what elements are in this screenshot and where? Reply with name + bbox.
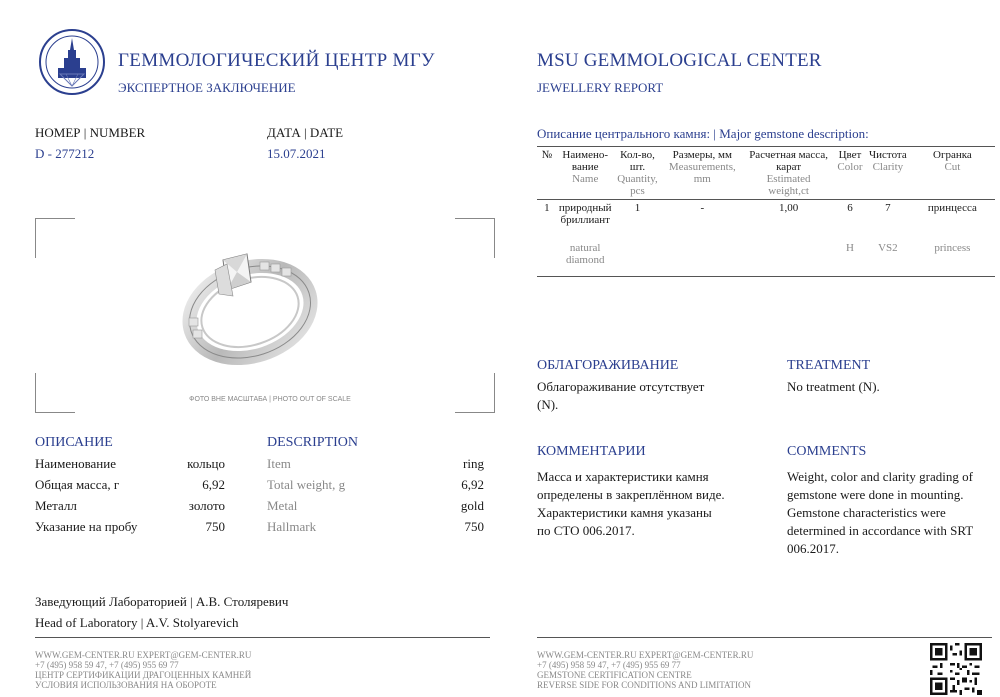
comments-heading-en: COMMENTS	[787, 444, 867, 459]
table-row: 1 природный бриллиант 1 - 1,00 6 7 принцесса	[537, 200, 995, 240]
subtitle-ru: ЭКСПЕРТНОЕ ЗАКЛЮЧЕНИЕ	[118, 80, 296, 95]
gemstone-table	[537, 147, 995, 268]
item-label-ru: Наименование	[35, 456, 116, 471]
weight-value-en: 6,92	[461, 477, 484, 492]
metal-label-ru: Металл	[35, 498, 77, 513]
comment-en-line-5: 006.2017.	[787, 541, 839, 556]
footer-right-line-4: REVERSE SIDE FOR CONDITIONS AND LIMITATION	[537, 680, 752, 690]
msu-logo-emblem	[38, 28, 106, 96]
comments-heading-ru: КОММЕНТАРИИ	[537, 444, 646, 459]
gem-table-bottom-line	[537, 276, 995, 277]
report-date: 15.07.2021	[267, 146, 326, 161]
subtitle-en: JEWELLERY REPORT	[537, 80, 664, 95]
col-number: №	[541, 149, 553, 161]
photo-caption: ФОТО ВНЕ МАСШТАБА | PHOTO OUT OF SCALE	[189, 396, 351, 403]
comment-en-line-1: Weight, color and clarity grading of	[787, 469, 973, 484]
metal-label-en: Metal	[267, 498, 298, 513]
signature-ru: Заведующий Лабораторией | А.В. Столяревич	[35, 594, 289, 609]
comment-ru-line-4: по СТО 006.2017.	[537, 523, 635, 538]
ring-photo	[175, 240, 320, 370]
hallmark-value-ru: 750	[205, 519, 225, 534]
comment-ru-line-3: Характеристики камня указаны	[537, 505, 712, 520]
footer-left-line-4: УСЛОВИЯ ИСПОЛЬЗОВАНИЯ НА ОБОРОТЕ	[35, 680, 217, 690]
footer-right-line-3: GEMSTONE CERTIFICATION CENTRE	[537, 670, 692, 680]
weight-value-ru: 6,92	[202, 477, 225, 492]
col-cut: Огранка Cut	[933, 149, 972, 173]
footer-right-line-2: +7 (495) 958 59 47, +7 (495) 955 69 77	[537, 660, 681, 670]
comment-ru-line-1: Масса и характеристики камня	[537, 469, 709, 484]
footer-left-line-2: +7 (495) 958 59 47, +7 (495) 955 69 77	[35, 660, 179, 670]
footer-right	[537, 650, 753, 690]
treatment-text-en: No treatment (N).	[787, 379, 880, 394]
metal-value-ru: золото	[188, 498, 225, 513]
col-color: Цвет Color	[837, 149, 863, 173]
footer-divider-left	[35, 637, 490, 638]
treatment-text-ru-1: Облагораживание отсутствует	[537, 379, 705, 394]
title-ru: ГЕММОЛОГИЧЕСКИЙ ЦЕНТР МГУ	[118, 50, 435, 71]
item-value-ru: кольцо	[187, 456, 225, 471]
description-heading-ru: ОПИСАНИЕ	[35, 435, 113, 450]
comment-en-line-2: gemstone were done in mounting.	[787, 487, 964, 502]
item-label-en: Item	[267, 456, 291, 471]
gemstone-heading: Описание центрального камня: | Major gemstone description:	[537, 126, 869, 141]
comment-en-line-4: determined in accordance with SRT	[787, 523, 974, 538]
table-row-en: natural diamond H VS2 princess	[565, 241, 971, 266]
footer-left-line-1[interactable]: WWW.GEM-CENTER.RU EXPERT@GEM-CENTER.RU	[35, 650, 252, 660]
col-quantity: Кол-во, шт. Quantity, pcs	[617, 149, 658, 197]
comment-ru-line-2: определены в закреплённом виде.	[537, 487, 725, 502]
col-weight: Расчетная масса, карат Estimated weight,ct	[749, 149, 828, 197]
description-heading-en: DESCRIPTION	[267, 435, 359, 450]
treatment-heading-en: TREATMENT	[787, 358, 871, 373]
number-label: НОМЕР | NUMBER	[35, 125, 146, 140]
footer-left	[35, 650, 251, 690]
report-number: D - 277212	[35, 146, 95, 161]
hallmark-label-ru: Указание на пробу	[35, 519, 138, 534]
col-clarity: Чистота Clarity	[868, 149, 907, 173]
col-measurements: Размеры, мм Measurements, mm	[668, 149, 736, 185]
treatment-heading-ru: ОБЛАГОРАЖИВАНИЕ	[537, 358, 679, 373]
title-en: MSU GEMMOLOGICAL CENTER	[537, 50, 822, 71]
qr-code-icon[interactable]	[930, 643, 982, 695]
treatment-text-ru-2: (N).	[537, 397, 559, 412]
comment-en-line-3: Gemstone characteristics were	[787, 505, 946, 520]
footer-left-line-3: ЦЕНТР СЕРТИФИКАЦИИ ДРАГОЦЕННЫХ КАМНЕЙ	[35, 670, 252, 680]
item-value-en: ring	[463, 456, 484, 471]
signature-en: Head of Laboratory | A.V. Stolyarevich	[35, 615, 239, 630]
hallmark-label-en: Hallmark	[267, 519, 317, 534]
footer-right-line-1[interactable]: WWW.GEM-CENTER.RU EXPERT@GEM-CENTER.RU	[537, 650, 754, 660]
weight-label-en: Total weight, g	[267, 477, 346, 492]
weight-label-ru: Общая масса, г	[35, 477, 120, 492]
footer-divider-right	[537, 637, 992, 638]
hallmark-value-en: 750	[464, 519, 484, 534]
metal-value-en: gold	[460, 498, 484, 513]
col-name: Наимено-вание Name	[562, 149, 608, 185]
date-label: ДАТА | DATE	[267, 125, 344, 140]
